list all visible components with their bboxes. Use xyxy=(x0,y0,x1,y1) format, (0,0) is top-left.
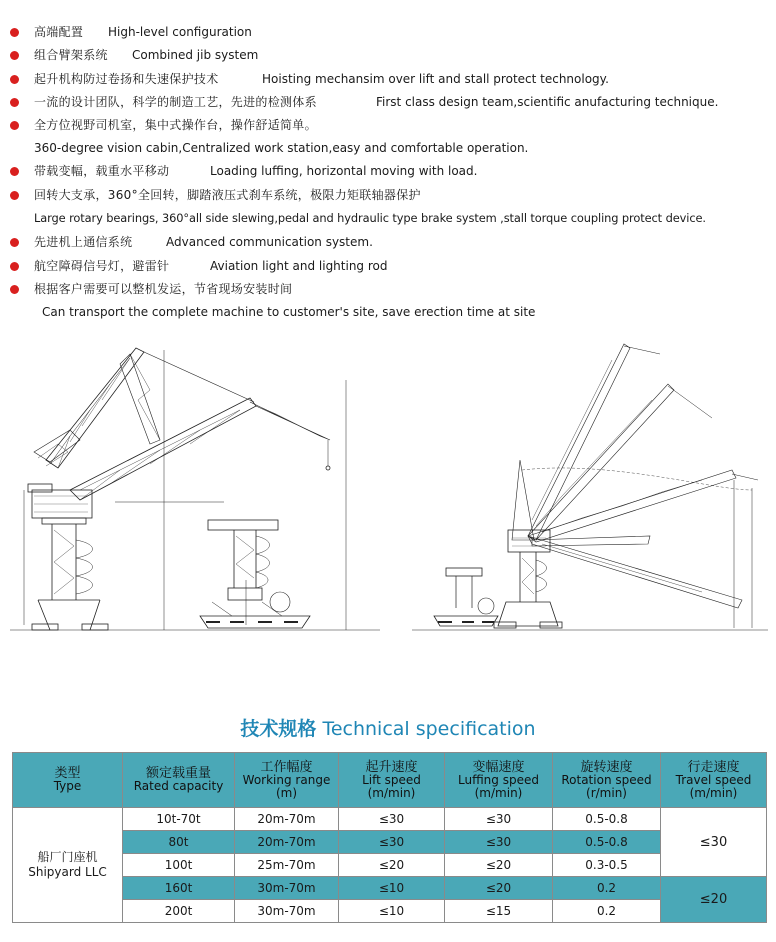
rotation-cell: 0.2 xyxy=(553,877,661,900)
table-row xyxy=(13,831,767,854)
feature-zh: 高端配置 xyxy=(34,25,84,39)
table-row xyxy=(13,808,767,831)
bullet-icon xyxy=(10,167,19,176)
table-row xyxy=(13,854,767,877)
feature-zh: 全方位视野司机室，集中式操作台，操作舒适简单。 xyxy=(34,118,317,132)
header-luffing-speed: 变幅速度 Luffing speed (m/min) xyxy=(445,753,553,808)
range-cell: 25m-70m xyxy=(235,854,339,877)
bullet-icon xyxy=(10,121,19,130)
travel-cell: ≤30 xyxy=(661,808,767,877)
capacity-cell: 10t-70t xyxy=(123,808,235,831)
feature-en: Combined jib system xyxy=(132,48,259,62)
rotation-cell: 0.2 xyxy=(553,900,661,923)
feature-continuation: Large rotary bearings, 360°all side slewing,pedal and hydraulic type brake system ,stall torque coupling protect device. xyxy=(34,211,706,225)
type-en: Shipyard LLC xyxy=(28,865,107,879)
luffing-cell: ≤30 xyxy=(445,808,553,831)
table-row xyxy=(13,877,767,900)
header-travel-speed: 行走速度 Travel speed (m/min) xyxy=(661,753,767,808)
spec-table xyxy=(12,752,767,923)
lift-cell: ≤30 xyxy=(339,831,445,854)
type-zh: 船厂门座机 xyxy=(37,850,98,864)
travel-cell: ≤20 xyxy=(661,877,767,923)
feature-en: Aviation light and lighting rod xyxy=(210,259,388,273)
bullet-icon xyxy=(10,238,19,247)
rotation-cell: 0.5-0.8 xyxy=(553,808,661,831)
type-cell xyxy=(13,808,123,923)
feature-en: Advanced communication system. xyxy=(166,235,373,249)
luffing-cell: ≤15 xyxy=(445,900,553,923)
capacity-cell: 160t xyxy=(123,877,235,900)
feature-zh: 起升机构防过卷扬和失速保护技术 xyxy=(34,72,219,86)
feature-en: High-level configuration xyxy=(108,25,252,39)
range-cell: 20m-70m xyxy=(235,831,339,854)
feature-zh: 航空障碍信号灯，避雷针 xyxy=(34,259,170,273)
portal-crane-drawing xyxy=(10,340,380,640)
bullet-icon xyxy=(10,51,19,60)
luffing-range-drawing xyxy=(412,340,768,640)
feature-zh: 组合臂架系统 xyxy=(34,48,108,62)
luffing-cell: ≤20 xyxy=(445,854,553,877)
bullet-icon xyxy=(10,262,19,271)
spec-title-en: Technical specification xyxy=(322,718,536,740)
feature-continuation: 360-degree vision cabin,Centralized work station,easy and comfortable operation. xyxy=(34,141,529,155)
header-working-range: 工作幅度 Working range (m) xyxy=(235,753,339,808)
bullet-icon xyxy=(10,98,19,107)
header-lift-speed: 起升速度 Lift speed (m/min) xyxy=(339,753,445,808)
feature-en: Loading luffing, horizontal moving with load. xyxy=(210,164,478,178)
header-rated-capacity: 额定载重量 Rated capacity xyxy=(123,753,235,808)
luffing-cell: ≤20 xyxy=(445,877,553,900)
table-row xyxy=(13,900,767,923)
table-header-row xyxy=(13,753,767,808)
header-rotation-speed: 旋转速度 Rotation speed (r/min) xyxy=(553,753,661,808)
luffing-cell: ≤30 xyxy=(445,831,553,854)
rotation-cell: 0.5-0.8 xyxy=(553,831,661,854)
capacity-cell: 100t xyxy=(123,854,235,877)
range-cell: 30m-70m xyxy=(235,877,339,900)
spec-title xyxy=(0,714,776,741)
spec-title-zh: 技术规格 xyxy=(240,718,317,740)
lift-cell: ≤30 xyxy=(339,808,445,831)
feature-zh: 回转大支承，360°全回转，脚踏液压式刹车系统，极限力矩联轴器保护 xyxy=(34,188,421,202)
bullet-icon xyxy=(10,285,19,294)
feature-zh: 一流的设计团队，科学的制造工艺，先进的检测体系 xyxy=(34,95,317,109)
header-type: 类型 Type xyxy=(13,753,123,808)
lift-cell: ≤10 xyxy=(339,877,445,900)
rotation-cell: 0.3-0.5 xyxy=(553,854,661,877)
feature-zh: 先进机上通信系统 xyxy=(34,235,133,249)
bullet-icon xyxy=(10,28,19,37)
lift-cell: ≤10 xyxy=(339,900,445,923)
range-cell: 20m-70m xyxy=(235,808,339,831)
bullet-icon xyxy=(10,191,19,200)
feature-continuation: Can transport the complete machine to customer's site, save erection time at site xyxy=(42,305,536,319)
range-cell: 30m-70m xyxy=(235,900,339,923)
feature-en: First class design team,scientific anufacturing technique. xyxy=(376,95,719,109)
lift-cell: ≤20 xyxy=(339,854,445,877)
feature-zh: 带载变幅，载重水平移动 xyxy=(34,164,170,178)
feature-zh: 根据客户需要可以整机发运，节省现场安装时间 xyxy=(34,282,293,296)
capacity-cell: 80t xyxy=(123,831,235,854)
bullet-icon xyxy=(10,75,19,84)
feature-en: Hoisting mechansim over lift and stall protect technology. xyxy=(262,72,609,86)
capacity-cell: 200t xyxy=(123,900,235,923)
